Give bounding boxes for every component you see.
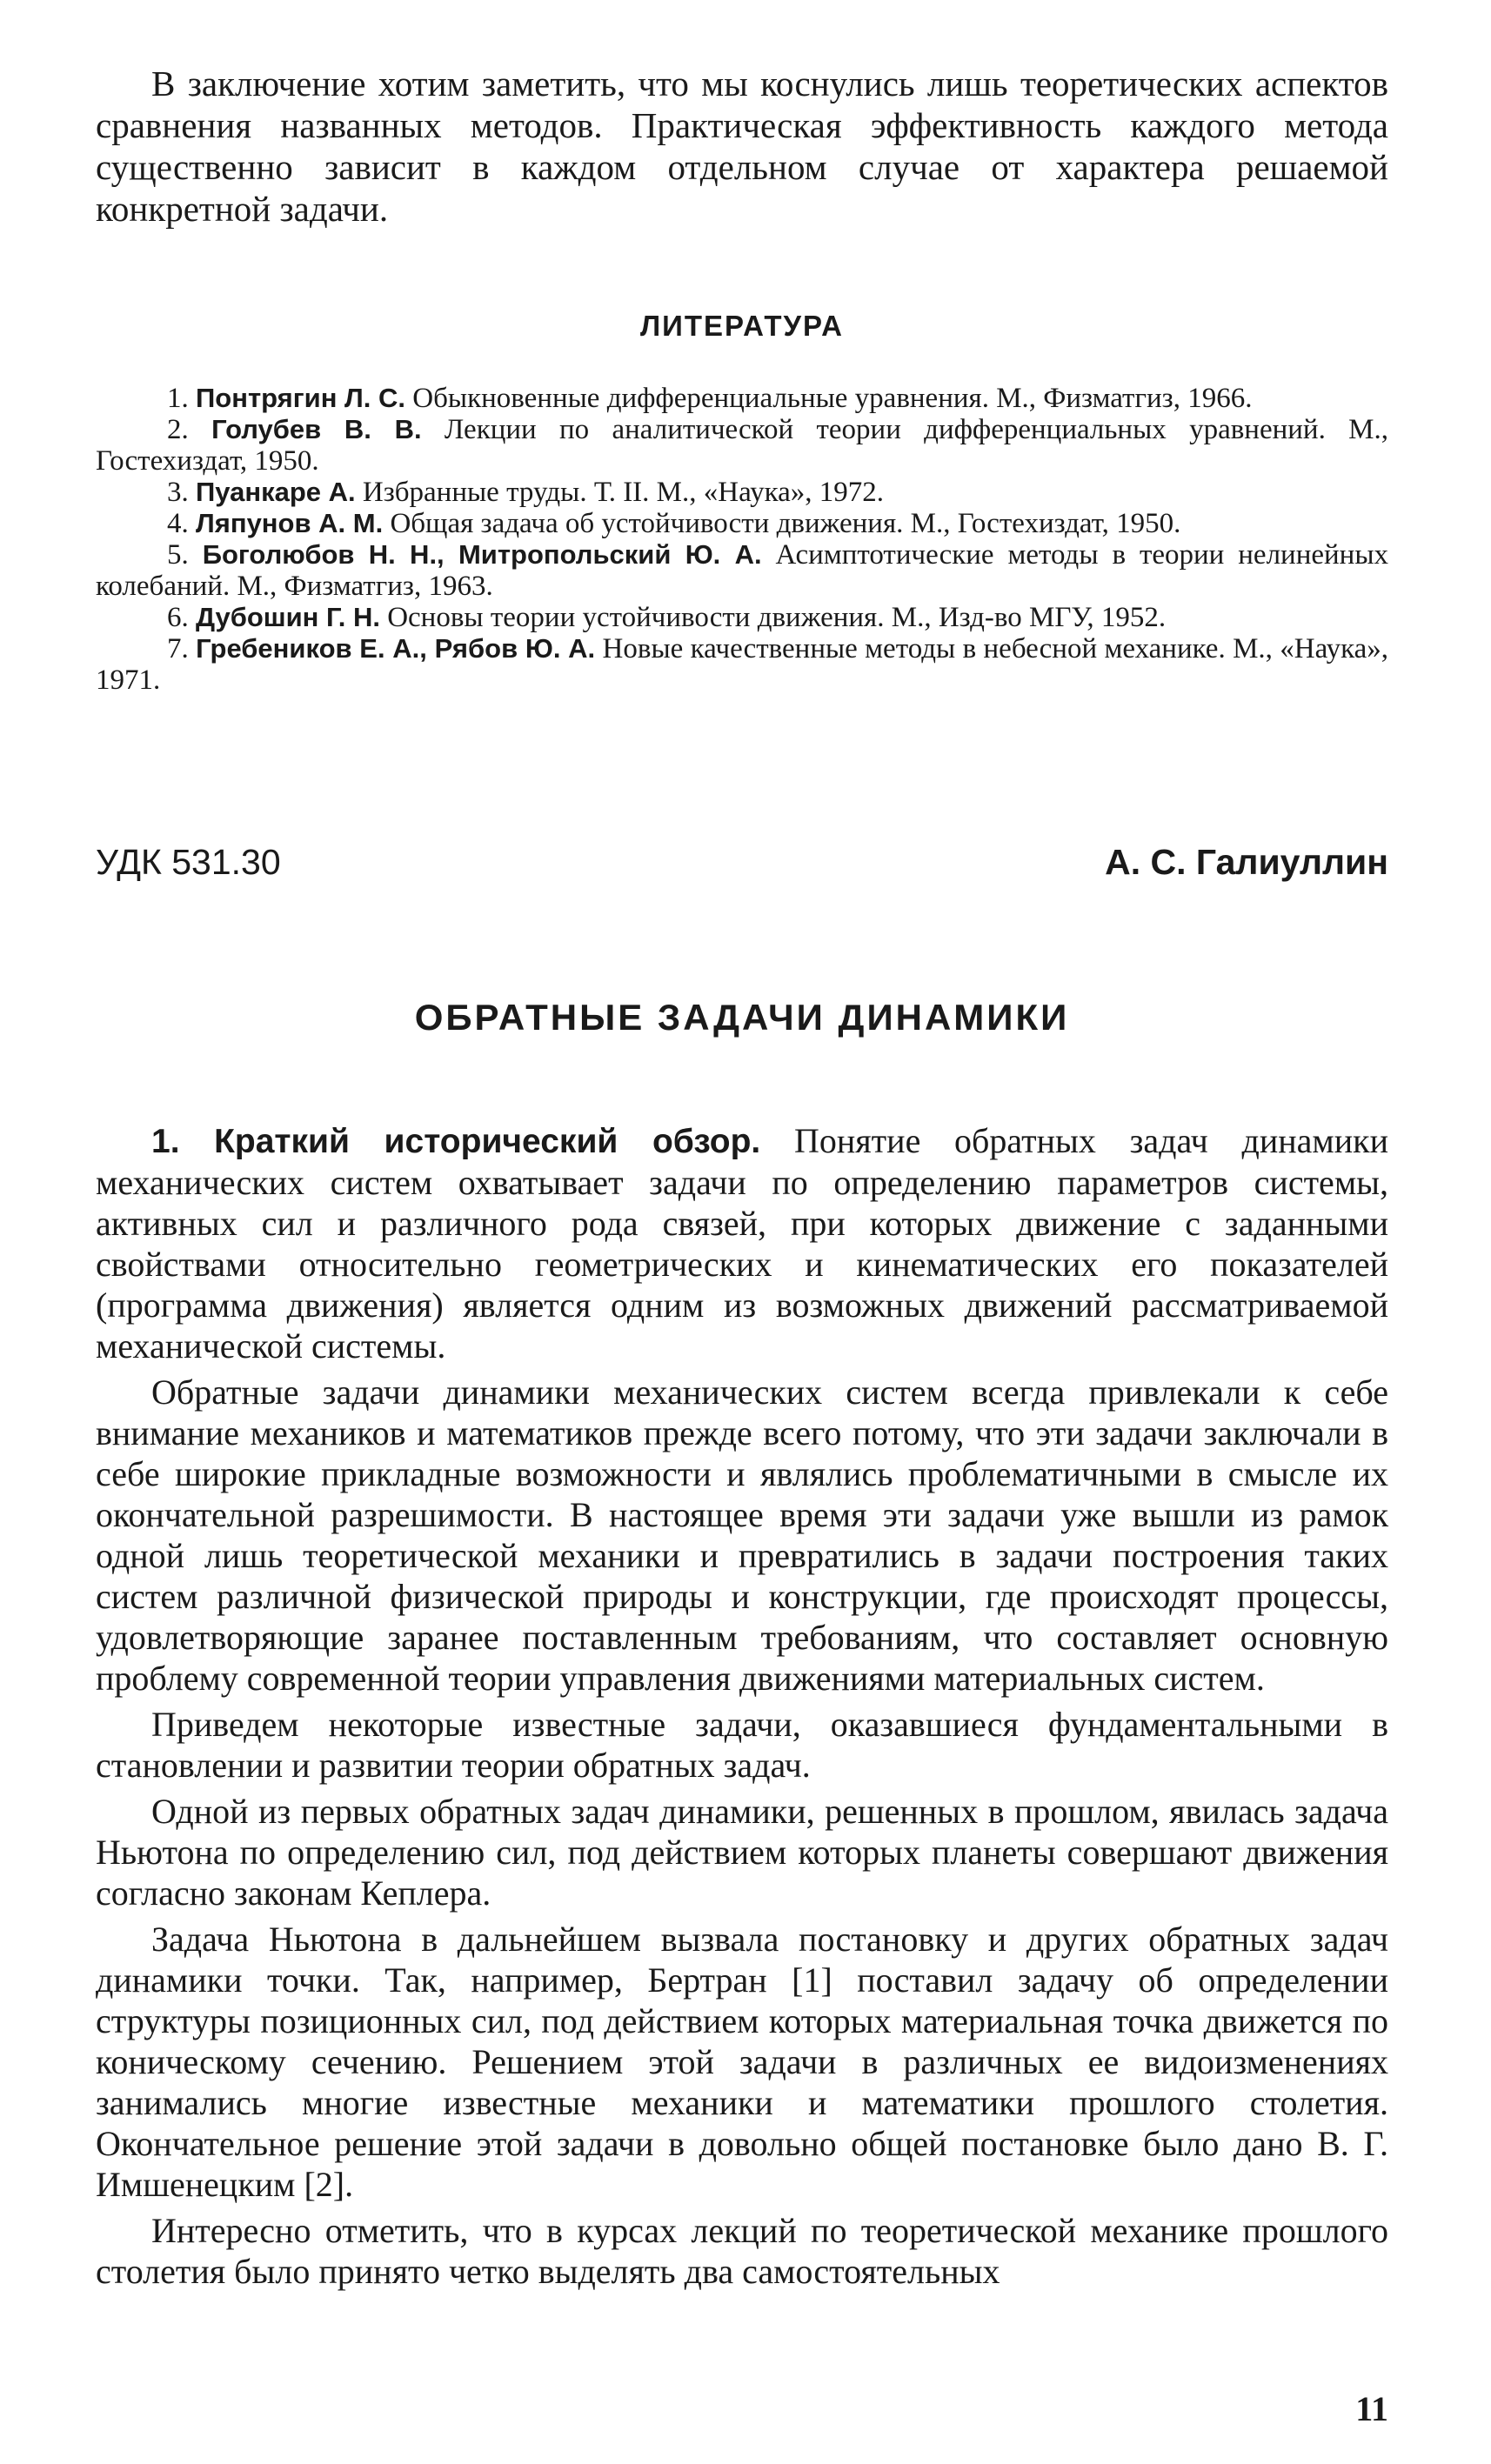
reference-authors: Голубев В. В. [211, 414, 422, 444]
reference-item [96, 633, 1388, 696]
reference-authors: Понтрягин Л. С. [196, 383, 406, 413]
reference-number: 6. [167, 602, 189, 633]
reference-text: Избранные труды. Т. II. М., «Наука», 1972. [362, 477, 884, 508]
reference-text: Основы теории устойчивости движения. М., Изд-во МГУ, 1952. [387, 602, 1167, 633]
reference-authors: Ляпунов А. М. [196, 508, 384, 538]
body-paragraph: Приведем некоторые известные задачи, оказавшиеся фундаментальными в становлении и развитии теории обратных задач. [96, 1705, 1388, 1785]
reference-item [96, 383, 1388, 414]
reference-text: Лекции по аналитической теории дифференциальных уравнений. М., Гостехиздат, 1950. [96, 414, 1388, 477]
reference-item [96, 477, 1388, 508]
reference-authors: Дубошин Г. Н. [196, 602, 380, 632]
reference-authors: Гребеников Е. А., Рябов Ю. А. [196, 633, 596, 664]
reference-number: 3. [167, 477, 189, 508]
reference-list [96, 383, 1388, 696]
intro-text: В заключение хотим заметить, что мы коснулись лишь теоретических аспектов сравнения названных методов. Практическая эффективность каждого метода существенно зависит в каждом отдельном случае от характера решаемой конкретной задачи. [96, 63, 1388, 229]
reference-number: 5. [167, 539, 189, 571]
udk-code: УДК 531.30 [96, 842, 281, 882]
reference-number: 1. [167, 383, 189, 414]
reference-text: Асимптотические методы в теории нелинейных колебаний. М., Физматгиз, 1963. [96, 539, 1389, 602]
article-author: А. С. Галиуллин [1105, 842, 1388, 882]
section-heading: 1. Краткий исторический обзор. [151, 1123, 761, 1160]
article-body [96, 1120, 1388, 2297]
body-paragraph: Одной из первых обратных задач динамики, решенных в прошлом, явилась задача Ньютона по определению сил, под действием которых планеты совершают движения согласно законам Кеплера. [96, 1792, 1388, 1913]
reference-text: Общая задача об устойчивости движения. М., Гостехиздат, 1950. [390, 508, 1181, 539]
intro-paragraph [96, 63, 1388, 230]
reference-item [96, 539, 1388, 602]
reference-item [96, 508, 1388, 539]
body-paragraph: Интересно отметить, что в курсах лекций по теоретической механике прошлого столетия было принято четко выделять два самостоятельных [96, 2211, 1388, 2291]
reference-item [96, 414, 1388, 477]
reference-authors: Пуанкаре А. [196, 477, 356, 507]
reference-item [96, 602, 1388, 633]
literature-heading: ЛИТЕРАТУРА [640, 310, 844, 342]
article-title: ОБРАТНЫЕ ЗАДАЧИ ДИНАМИКИ [414, 997, 1070, 1038]
paragraph-text: Понятие обратных задач динамики механических систем охватывает задачи по определению параметров системы, активных сил и различного рода связей, при которых движение с заданными свойствами относительно геометрических и кинематических его показателей (программа движения) является одним из возможных движений рассматриваемой механической системы. [96, 1121, 1388, 1366]
body-paragraph: Задача Ньютона в дальнейшем вызвала постановку и других обратных задач динамики точки. Так, например, Бертран [1] поставил задачу об определении структуры позиционных сил, под действием которых материальная точка движется по коническому сечению. Решением этой задачи в различных ее видоизменениях занимались многие известные механики и математики прошлого столетия. Окончательное решение этой задачи в довольно общей постановке было дано В. Г. Имшенецким [2]. [96, 1920, 1388, 2204]
body-paragraph [96, 1120, 1388, 1366]
reference-text: Новые качественные методы в небесной механике. М., «Наука», 1971. [96, 633, 1389, 696]
reference-authors: Боголюбов Н. Н., Митропольский Ю. А. [202, 539, 762, 570]
reference-text: Обыкновенные дифференциальные уравнения. М., Физматгиз, 1966. [412, 383, 1253, 414]
reference-number: 4. [167, 508, 189, 539]
body-paragraph: Обратные задачи динамики механических систем всегда привлекали к себе внимание механиков и математиков прежде всего потому, что эти задачи заключали в себе широкие прикладные возможности и являлись проблематичными в смысле их окончательной разрешимости. В настоящее время эти задачи уже вышли из рамок одной лишь теоретической механики и превратились в задачи построения таких систем различной физической природы и конструкции, где происходят процессы, удовлетворяющие заранее поставленным требованиям, что составляет основную проблему современной теории управления движениями материальных систем. [96, 1372, 1388, 1698]
reference-number: 7. [167, 633, 189, 664]
page-number: 11 [1355, 2389, 1388, 2428]
reference-number: 2. [167, 414, 189, 445]
